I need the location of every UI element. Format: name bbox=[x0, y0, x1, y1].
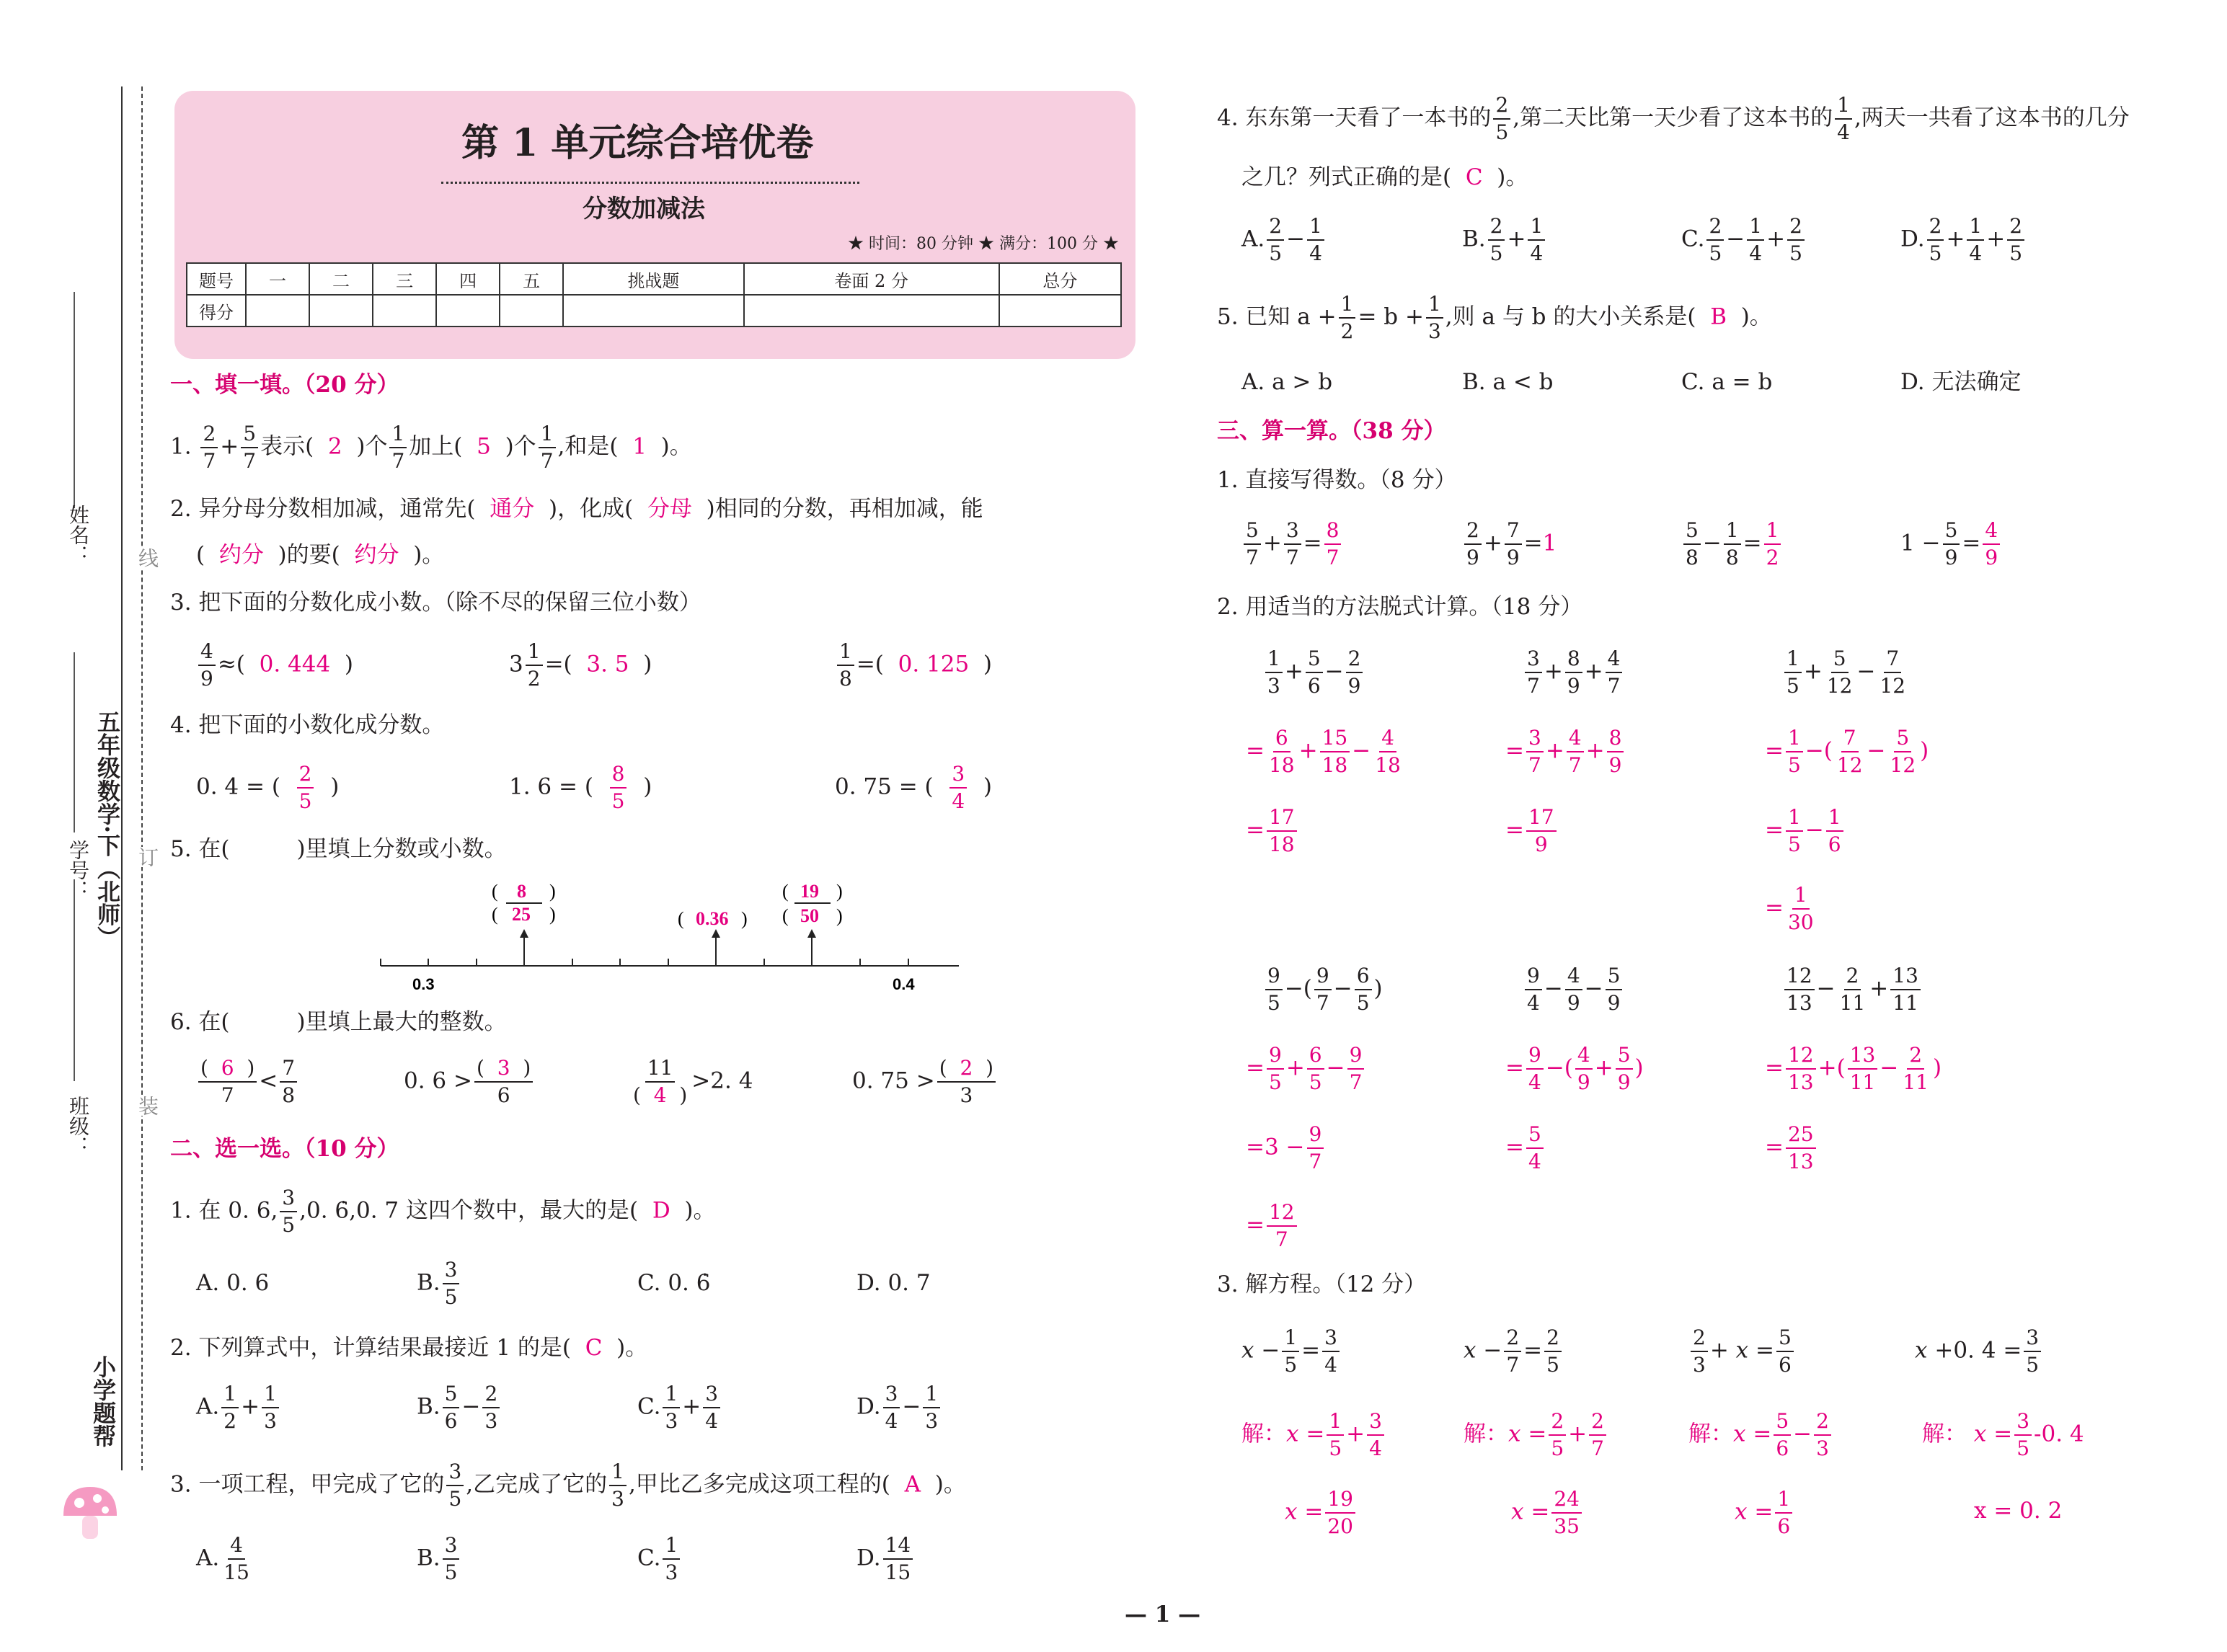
answer: 分母 bbox=[647, 496, 692, 522]
answer: 5 bbox=[477, 433, 491, 460]
calc-part-1-title: 1. 直接写得数。（8 分） bbox=[1217, 467, 1457, 493]
svg-text:): ) bbox=[549, 904, 556, 925]
direct-calc-3: $\frac{5}{8}$ − $\frac{1}{8}$ = $\frac{1}{2}$ bbox=[1681, 518, 1783, 571]
score-head-cell: 一 bbox=[246, 263, 309, 295]
q6-item-1: $\frac{( 6 )}{7}$ < $\frac{7}{8}$ bbox=[196, 1055, 299, 1109]
step-calc-5: $\frac{9}{4}$ − $\frac{4}{9}$ − $\frac{5}{9}$ bbox=[1523, 963, 1624, 1016]
cut-mark-xian: 线 bbox=[133, 548, 161, 568]
fill-question-4: 4. 把下面的小数化成分数。 bbox=[170, 712, 445, 738]
cut-mark-ding: 订 bbox=[133, 847, 161, 867]
answer: B bbox=[1710, 303, 1727, 330]
id-label: 学号： bbox=[66, 840, 90, 900]
step-calc-1-step: = $\frac{6}{18}$ + $\frac{15}{18}$ − $\frac{4}{18}$ bbox=[1246, 726, 1401, 777]
svg-text:(: ( bbox=[492, 904, 498, 925]
choice-option: D. 无法确定 bbox=[1900, 369, 2022, 395]
score-head-cell: 挑战题 bbox=[563, 263, 744, 295]
q6-item-3: $\frac{11}{( 4 )}$ >2. 4 bbox=[633, 1056, 753, 1107]
svg-text:(: ( bbox=[492, 883, 498, 902]
choice-question-5: 5. 已知 a + $\frac{1}{2}$ = b + $\frac{1}{3}$ ,则 a 与 b 的大小关系是( B )。 bbox=[1217, 292, 1772, 343]
step-calc-6: $\frac{12}{13}$ − $\frac{2}{11}$ + $\frac{13}{11}$ bbox=[1782, 963, 1923, 1016]
score-cell[interactable] bbox=[500, 295, 563, 327]
choice-option: A. $\frac{4}{15}$ bbox=[196, 1533, 249, 1584]
q6-item-4: 0. 75 > $\frac{( 2 )}{3}$ bbox=[852, 1055, 998, 1109]
section-1-title: 一、填一填。（20 分） bbox=[170, 372, 399, 398]
q6-item-2: 0. 6 > $\frac{( 3 )}{6}$ bbox=[404, 1055, 535, 1109]
score-table-score-row bbox=[187, 295, 1121, 327]
choice-option: B. a < b bbox=[1462, 369, 1554, 395]
score-head-cell: 三 bbox=[373, 263, 436, 295]
direct-calc-4: 1 − $\frac{5}{9}$ = $\frac{4}{9}$ bbox=[1900, 518, 2002, 571]
equation-4-solution: 解： x = $\frac{3}{5}$ -0. 4 bbox=[1922, 1409, 2084, 1460]
choice-option: B. $\frac{2}{5}$ + $\frac{1}{4}$ bbox=[1462, 213, 1547, 267]
score-cell[interactable] bbox=[999, 295, 1121, 327]
mushroom-logo-icon bbox=[58, 1481, 123, 1546]
fill-question-2-line-1: 2. 异分母分数相加减，通常先( 通分 )，化成( 分母 )相同的分数，再相加减，能 bbox=[170, 496, 983, 522]
score-head-cell: 卷面 2 分 bbox=[744, 263, 999, 295]
name-label: 姓名： bbox=[66, 505, 90, 565]
step-calc-5-result: = $\frac{5}{4}$ bbox=[1505, 1122, 1546, 1175]
class-label: 班级： bbox=[66, 1096, 90, 1156]
score-row-label: 得分 bbox=[187, 295, 246, 327]
answer: 1 bbox=[632, 433, 647, 460]
direct-calc-1: $\frac{5}{7}$ + $\frac{3}{7}$ = $\frac{8}{7}$ bbox=[1241, 518, 1343, 571]
fill-question-1: 1. $\frac{2}{7}$ + $\frac{5}{7}$ 表示( 2 )个 $\frac{1}{7}$ 加上( 5 )个 $\frac{1}{7}$ ,和是( 1 )。 bbox=[170, 422, 692, 473]
q3-item-1: $\frac{4}{9}$ ≈( 0. 444 ) bbox=[196, 639, 353, 692]
step-calc-6-result: = $\frac{25}{13}$ bbox=[1765, 1122, 1818, 1175]
choice-option: D. $\frac{2}{5}$ + $\frac{1}{4}$ + $\frac{2}{5}$ bbox=[1900, 213, 2027, 267]
tick-label: 0.3 bbox=[412, 975, 435, 993]
equation-3-answer: x = $\frac{1}{6}$ bbox=[1735, 1486, 1794, 1540]
q3-item-2: 3 $\frac{1}{2}$ =( 3. 5 ) bbox=[509, 639, 652, 690]
svg-text:50: 50 bbox=[800, 905, 819, 926]
score-cell[interactable] bbox=[436, 295, 500, 327]
score-cell[interactable] bbox=[309, 295, 373, 327]
score-head-cell: 题号 bbox=[187, 263, 246, 295]
exam-meta: ★ 时间：80 分钟 ★ 满分：100 分 ★ bbox=[848, 235, 1119, 253]
equation-2-answer: x = $\frac{24}{35}$ bbox=[1511, 1486, 1584, 1540]
step-calc-2: $\frac{3}{7}$ + $\frac{8}{9}$ + $\frac{4}{7}$ bbox=[1523, 646, 1624, 699]
equation-4-answer: x = 0. 2 bbox=[1974, 1498, 2063, 1524]
equation-1-solution: 解：x = $\frac{1}{5}$ + $\frac{3}{4}$ bbox=[1241, 1408, 1386, 1462]
q4-item-1: 0. 4 = ( $\frac{2}{5}$ ) bbox=[196, 762, 340, 813]
svg-text:): ) bbox=[836, 905, 843, 926]
choice-option: A. $\frac{2}{5}$ − $\frac{1}{4}$ bbox=[1241, 213, 1327, 267]
answer: 2 bbox=[327, 433, 342, 460]
choice-question-2: 2. 下列算式中，计算结果最接近 1 的是( C )。 bbox=[170, 1335, 648, 1361]
step-calc-3-step-2: = $\frac{1}{5}$ − $\frac{1}{6}$ bbox=[1765, 804, 1846, 858]
step-calc-2-step: = $\frac{3}{7}$ + $\frac{4}{7}$ + $\frac{8}{9}$ bbox=[1505, 725, 1626, 778]
choice-option: B. $\frac{5}{6}$ − $\frac{2}{3}$ bbox=[417, 1381, 502, 1434]
choice-option: A. $\frac{1}{2}$ + $\frac{1}{3}$ bbox=[196, 1381, 281, 1434]
score-head-cell: 五 bbox=[500, 263, 563, 295]
choice-question-3: 3. 一项工程，甲完成了它的 $\frac{3}{5}$ ,乙完成了它的 $\frac{1}{3}$ ,甲比乙多完成这项工程的( A )。 bbox=[170, 1460, 966, 1511]
answer: A bbox=[904, 1471, 921, 1498]
score-head-cell: 四 bbox=[436, 263, 500, 295]
choice-option: C. $\frac{1}{3}$ bbox=[637, 1532, 682, 1586]
equation-2-solution: 解：x = $\frac{2}{5}$ + $\frac{2}{7}$ bbox=[1464, 1408, 1608, 1462]
number-line bbox=[375, 883, 966, 1002]
choice-option: A. a > b bbox=[1241, 369, 1333, 395]
svg-text:19: 19 bbox=[800, 883, 819, 902]
fill-question-3: 3. 把下面的分数化成小数。（除不尽的保留三位小数） bbox=[170, 590, 701, 616]
equation-2: x − $\frac{2}{7}$ = $\frac{2}{5}$ bbox=[1464, 1325, 1564, 1378]
answer: C bbox=[585, 1335, 603, 1361]
answer: C bbox=[1465, 164, 1483, 190]
answer: D bbox=[652, 1197, 670, 1224]
step-calc-5-step: = $\frac{9}{4}$ −( $\frac{4}{9}$ + $\frac{5}{9}$ ) bbox=[1505, 1043, 1644, 1094]
svg-text:8: 8 bbox=[517, 883, 526, 902]
choice-option: A. 0. 6 bbox=[196, 1270, 270, 1296]
choice-question-4-line-1: 4. 东东第一天看了一本书的 $\frac{2}{5}$ ,第二天比第一天少看了这本书的 $\frac{1}{4}$ ,两天一共看了这本书的几分 bbox=[1217, 93, 2130, 144]
fill-question-2-line-2: ( 约分 )的要( 约分 )。 bbox=[196, 542, 445, 568]
score-cell[interactable] bbox=[744, 295, 999, 327]
step-calc-4-step-2: =3 − $\frac{9}{7}$ bbox=[1246, 1122, 1326, 1175]
q3-item-3: $\frac{1}{8}$ =( 0. 125 ) bbox=[835, 639, 992, 692]
svg-text:(: ( bbox=[782, 883, 789, 902]
answer: 通分 bbox=[490, 496, 535, 522]
step-calc-3-step: = $\frac{1}{5}$ −( $\frac{7}{12}$ − $\frac{5}{12}$ ) bbox=[1765, 726, 1929, 777]
equation-1: x − $\frac{1}{5}$ = $\frac{3}{4}$ bbox=[1241, 1325, 1342, 1378]
score-table-head-row bbox=[187, 263, 1121, 295]
step-calc-6-step: = $\frac{12}{13}$ +( $\frac{13}{11}$ − $\frac{2}{11}$ ) bbox=[1765, 1043, 1942, 1094]
svg-text:): ) bbox=[549, 883, 556, 902]
step-calc-4-result: = $\frac{12}{7}$ bbox=[1246, 1199, 1299, 1253]
step-calc-3-result: = $\frac{1}{30}$ bbox=[1765, 883, 1814, 934]
choice-option: C. 0. 6̇ bbox=[637, 1270, 711, 1296]
q4-item-2: 1. 6 = ( $\frac{8}{5}$ ) bbox=[509, 762, 652, 813]
q4-item-3: 0. 75 = ( $\frac{3}{4}$ ) bbox=[835, 762, 993, 813]
choice-option: C. $\frac{2}{5}$ − $\frac{1}{4}$ + $\frac{2}{5}$ bbox=[1681, 213, 1807, 267]
svg-text:25: 25 bbox=[512, 904, 531, 925]
calc-part-2-title: 2. 用适当的方法脱式计算。（18 分） bbox=[1217, 594, 1583, 620]
svg-text:): ) bbox=[836, 883, 843, 902]
calc-part-3-title: 3. 解方程。（12 分） bbox=[1217, 1271, 1427, 1297]
section-2-title: 二、选一选。（10 分） bbox=[170, 1136, 399, 1162]
fill-question-6: 6. 在( )里填上最大的整数。 bbox=[170, 1009, 507, 1035]
tick-label: 0.4 bbox=[893, 975, 915, 993]
choice-question-4-line-2: 之几？列式正确的是( C )。 bbox=[1241, 164, 1528, 190]
step-calc-4: $\frac{9}{5}$ −( $\frac{9}{7}$ − $\frac{6}{5}$ ) bbox=[1263, 963, 1383, 1016]
step-calc-4-step: = $\frac{9}{5}$ + $\frac{6}{5}$ − $\frac{9}{7}$ bbox=[1246, 1042, 1366, 1096]
number-line-answer: 0.36 bbox=[696, 908, 729, 929]
cut-mark-zhuang: 装 bbox=[133, 1096, 161, 1116]
equation-3-solution: 解：x = $\frac{5}{6}$ − $\frac{2}{3}$ bbox=[1688, 1408, 1833, 1462]
step-calc-1: $\frac{1}{3}$ + $\frac{5}{6}$ − $\frac{2}{9}$ bbox=[1263, 646, 1365, 699]
score-head-cell: 总分 bbox=[999, 263, 1121, 295]
choice-option: C. a = b bbox=[1681, 369, 1773, 395]
score-cell[interactable] bbox=[246, 295, 309, 327]
page-subtitle: 分数加减法 bbox=[583, 195, 705, 223]
svg-text:(: ( bbox=[678, 908, 684, 929]
choice-option: D. 0. 7 bbox=[856, 1270, 931, 1296]
equation-3: $\frac{2}{3}$ + x = $\frac{5}{6}$ bbox=[1688, 1325, 1796, 1378]
equation-1-answer: x = $\frac{19}{20}$ bbox=[1285, 1486, 1358, 1540]
step-calc-2-result: = $\frac{17}{9}$ bbox=[1505, 804, 1559, 858]
choice-question-1: 1. 在 0. 6, $\frac{3}{5}$ ,0. 6̇,0. 7 这四个数中，最大的是( D )。 bbox=[170, 1186, 716, 1237]
score-cell[interactable] bbox=[373, 295, 436, 327]
book-title: 五年级数学·下（北师） bbox=[94, 710, 121, 949]
step-calc-1-result: = $\frac{17}{18}$ bbox=[1246, 804, 1299, 858]
choice-option: C. $\frac{1}{3}$ + $\frac{3}{4}$ bbox=[637, 1381, 722, 1434]
score-table bbox=[186, 262, 1122, 327]
svg-text:): ) bbox=[741, 908, 748, 929]
step-calc-3: $\frac{1}{5}$ + $\frac{5}{12}$ − $\frac{7}{12}$ bbox=[1782, 646, 1910, 699]
answer: 约分 bbox=[218, 542, 264, 568]
svg-text:(: ( bbox=[782, 905, 789, 926]
score-cell[interactable] bbox=[563, 295, 744, 327]
choice-option: D. $\frac{3}{4}$ − $\frac{1}{3}$ bbox=[856, 1381, 942, 1434]
answer: 约分 bbox=[354, 542, 399, 568]
choice-option: B. $\frac{3}{5}$ bbox=[417, 1257, 461, 1310]
fill-question-5: 5. 在( )里填上分数或小数。 bbox=[170, 836, 507, 862]
page-number: — 1 — bbox=[1125, 1602, 1201, 1627]
page-title: 第 1 单元综合培优卷 bbox=[461, 121, 814, 165]
brand-label: 小学题帮 bbox=[89, 1355, 117, 1447]
direct-calc-2: $\frac{2}{9}$ + $\frac{7}{9}$ =1 bbox=[1462, 518, 1557, 571]
choice-option: B. $\frac{3}{5}$ bbox=[417, 1532, 461, 1586]
choice-option: D. $\frac{14}{15}$ bbox=[856, 1532, 915, 1586]
equation-4: x +0. 4 = $\frac{3}{5}$ bbox=[1915, 1325, 2043, 1378]
score-head-cell: 二 bbox=[309, 263, 373, 295]
section-3-title: 三、算一算。（38 分） bbox=[1217, 418, 1446, 444]
